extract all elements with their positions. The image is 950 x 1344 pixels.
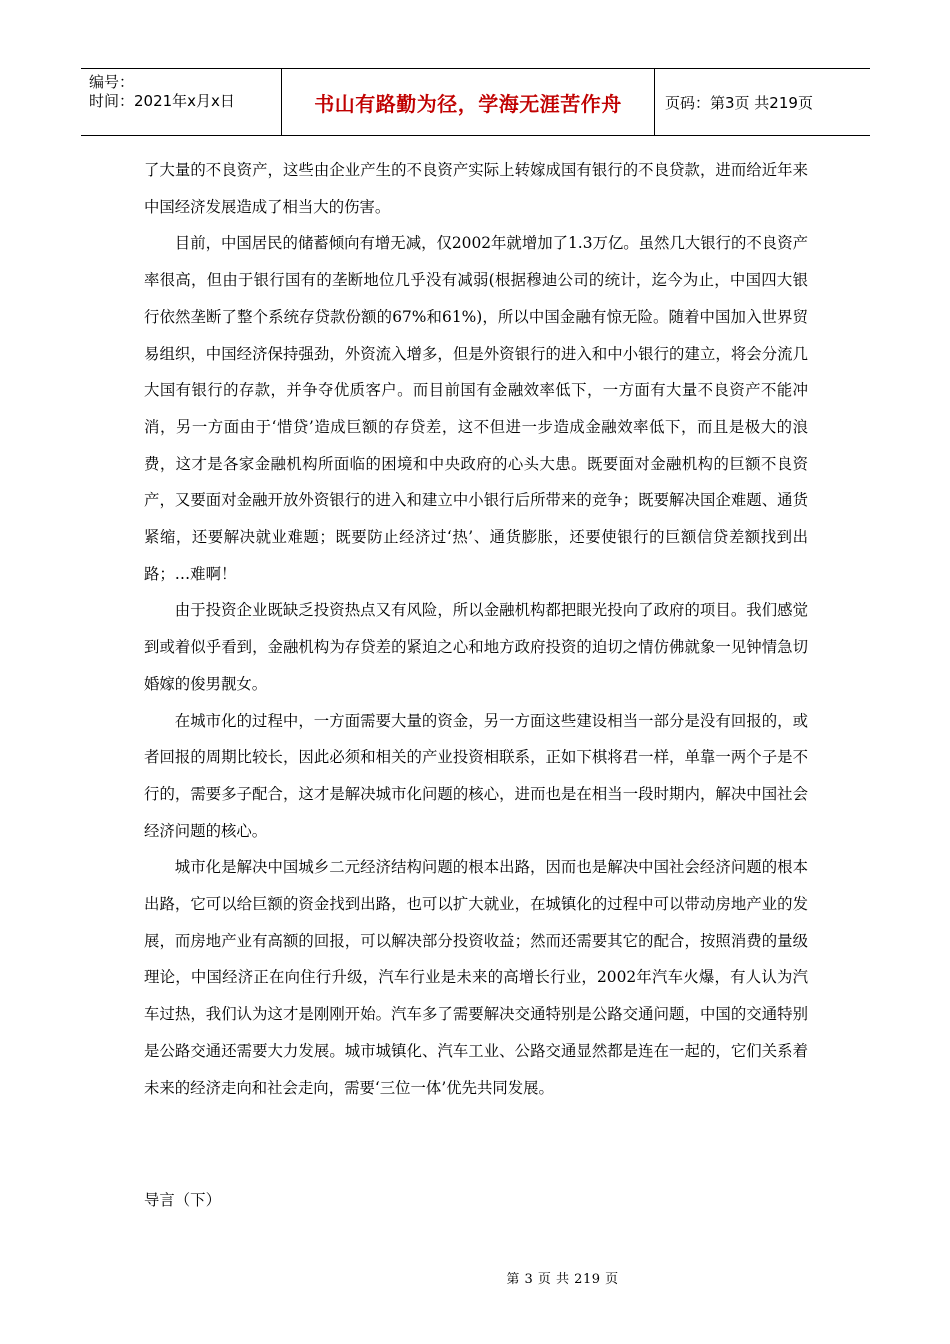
page-header [81, 68, 870, 136]
header-meta [81, 69, 282, 135]
page-info: 页码：第3页 共219页 [665, 93, 813, 112]
paragraph: 城市化是解决中国城乡二元经济结构问题的根本出路，因而也是解决中国社会经济问题的根本出路，它可以给巨额的资金找到出路，也可以扩大就业，在城镇化的过程中可以带动房地产业的发展，而房地产业有高额的回报，可以解决部分投资收益；然而还需要其它的配合，按照消费的量级理论，中国经济正在向住行升级，汽车行业是未来的高增长行业，2002年汽车火爆，有人认为汽车过热，我们认为这才是刚刚开始。汽车多了需要解决交通特别是公路交通问题，中国的交通特别是公路交通还需要大力发展。城市城镇化、汽车工业、公路交通显然都是连在一起的，它们关系着未来的经济走向和社会走向，需要‘三位一体’优先共同发展。 [144, 858, 808, 1097]
date-label: 时间：2021年x月x日 [89, 92, 235, 110]
body-text [144, 152, 808, 1106]
paragraph-continuation: 了大量的不良资产，这些由企业产生的不良资产实际上转嫁成国有银行的不良贷款，进而给近年来中国经济发展造成了相当大的伤害。 [144, 161, 808, 216]
paragraph: 目前，中国居民的储蓄倾向有增无减，仅2002年就增加了1.3万亿。虽然几大银行的不良资产率很高，但由于银行国有的垄断地位几乎没有减弱(根据穆迪公司的统计，迄今为止，中国四大银行依然垄断了整个系统存贷款份额的67%和61%)，所以中国金融有惊无险。随着中国加入世界贸易组织，中国经济保持强劲，外资流入增多，但是外资银行的进入和中小银行的建立，将会分流几大国有银行的存款，并争夺优质客户。而目前国有金融效率低下，一方面有大量不良资产不能冲消，另一方面由于‘惜贷’造成巨额的存贷差，这不但进一步造成金融效率低下，而且是极大的浪费，这才是各家金融机构所面临的困境和中央政府的心头大患。既要面对金融机构的巨额不良资产，又要面对金融开放外资银行的进入和建立中小银行后所带来的竞争；既要解决国企难题、通货紧缩，还要解决就业难题；既要防止经济过‘热’、通货膨胀，还要使银行的巨额信贷差额找到出路；…难啊！ [144, 234, 808, 583]
section-heading: 导言（下） [144, 1191, 221, 1209]
paragraph: 在城市化的过程中，一方面需要大量的资金，另一方面这些建设相当一部分是没有回报的，或者回报的周期比较长，因此必须和相关的产业投资相联系，正如下棋将君一样，单靠一两个子是不行的，需要多子配合，这才是解决城市化问题的核心，进而也是在相当一段时期内，解决中国社会经济问题的核心。 [144, 711, 808, 840]
header-motto-cell [282, 69, 655, 135]
paragraph: 由于投资企业既缺乏投资热点又有风险，所以金融机构都把眼光投向了政府的项目。我们感觉到或着似乎看到，金融机构为存贷差的紧迫之心和地方政府投资的迫切之情仿佛就象一见钟情急切婚嫁的俊男靓女。 [144, 601, 808, 693]
header-page-info-cell [655, 69, 870, 135]
number-label: 编号： [89, 73, 135, 91]
page-footer: 第 3 页 共 219 页 [506, 1272, 619, 1287]
motto-text: 书山有路勤为径，学海无涯苦作舟 [314, 91, 622, 116]
